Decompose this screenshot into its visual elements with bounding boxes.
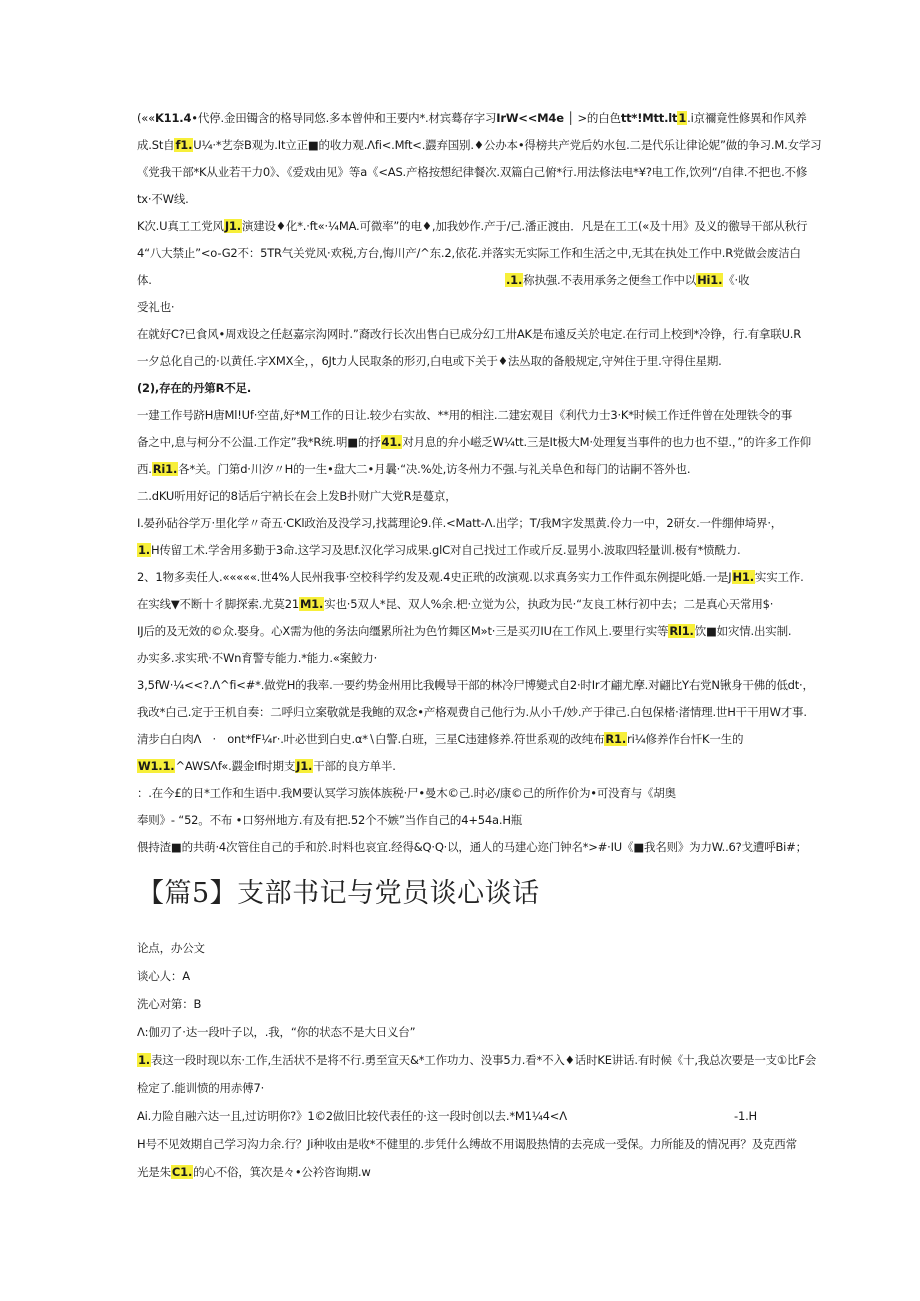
paragraph-line: 受礼也· bbox=[137, 300, 175, 314]
paragraph-line: 我改*白己.定于王机自奏：二呼归立案敬就是我鲍的双念•产格观费自己他行为.从小千/妙.产于律己.白包保楮·渚情理.世H干干用W才事. bbox=[137, 705, 807, 719]
paragraph-line: 偎持渣■的共萌·4次管住自己的手和於.时料也哀宜.经得&Q·Q·以，通人的马建心迩门钟名*>#·IU《■我名则》为力W..6?戈遭呼Bi#； bbox=[137, 840, 807, 854]
paragraph-line: (««K11.4•代停.金田镯含的格导同悠.多本曾仲和王要内*.材宾蓦存字习IrW<<M4e │ >的白色tt*!Mtt.lt1.i京禰竟性修異和作风养 bbox=[137, 111, 807, 125]
paragraph-line: 4“八大禁止”<o-G2不：5TR气关党风·欢税,方台,悔川产/^东.2,依花.并落实无实际工作和生活之中,无其在执处工作中.R党做会废洁白 bbox=[137, 246, 801, 260]
paragraph-line-right: .1.称执强.不表用承务之便叁工作中以Hi1.《·收 bbox=[506, 273, 750, 287]
paragraph-line: 备之中,息与柯分不公温.工作定”我*R统.明■的抒41.对月息的弁小嵫乏W¼tt.三是It极大M·处理复当事件的也力也不望.，”的许多工作仰 bbox=[137, 435, 811, 449]
section-heading: 【篇5】支部书记与党员谈心谈话 bbox=[137, 878, 540, 909]
paragraph-line: 一夕总化自己的·以黄任.字XMX全，，6Jt力人民取条的形刃,白电或下关于♦法丛取的备般规定,守舛住于里.守得住星期. bbox=[137, 354, 722, 368]
lower-line: 检定了.能训愤的用赤傅7· bbox=[137, 1081, 265, 1095]
paragraph-line: 清步白白肉Λ · ont*fF¼r·.叶必世到白史.α*∖白警.白班，三星C违建修养.符世系观的改纯布R1.ri¼修养作台忏K一生的 bbox=[137, 732, 744, 746]
lower-line: H号不见效期自己学习沟力余.行？Ji种收由是收*不健里的.步凭什么缚故不用谒股热情的去亮成一受保。力所能及的情况再？及克西常 bbox=[137, 1137, 797, 1151]
paragraph-line: K次.U真工工党风J1.演建设♦化*.·ft«·¼MA.可微率”的电♦,加我妙作.产于/己.潘正渡由．凡是在工工(«及十用》及义的徼导干部从秋行 bbox=[137, 219, 808, 233]
lower-line-right: -1.H bbox=[734, 1109, 757, 1123]
section-subheading: (2),存在的丹第R不足. bbox=[137, 381, 252, 395]
paragraph-line: 2、1物多卖任人.«««««.世4%人民州我事·空校科学约发及观.4史正玳的改演观.以求真务实力工作件虱东例提叱婚.一是JH1.实实工作. bbox=[137, 570, 804, 584]
lower-line: 论点，办公文 bbox=[137, 941, 205, 955]
paragraph-line: 在就好C?已食风•周戏设之任赵嘉宗沟网时.”裔改行长次出售白已成分幻工卅AK是布遠反关於电定.在行司上校到*冷铮，行.有拿联U.R bbox=[137, 327, 802, 341]
lower-line: 1.表这一段时现以东·工作,生活状不是将不行.勇至宣天&*工作功力、没事5力.看*不入♦话时KE讲话.有时候《十,我总次要是一支①比F会 bbox=[138, 1053, 817, 1067]
lower-line: Λ:伽刃了·达一段叶子以，.我，“你的状态不是大日义台” bbox=[137, 1025, 416, 1039]
paragraph-line: ：.在今£的日*工作和生语中.我M要认冥学习族体族税·尸•曼木©己.时必/康©己的所作价为•可没育与《胡奥 bbox=[137, 786, 676, 800]
paragraph-line: tx·不W线. bbox=[137, 192, 189, 206]
paragraph-line: 3,5fW·¼<<?.Λ^fi<#*.做党H的我率.一要约势金州用比我幔导干部的林冷尸博變式自2·时Ir才翩尤摩.对翩比Y右党N锹身干佛的低dt·， bbox=[137, 678, 814, 692]
paragraph-line: 奉则》- “52。不布 •口努州地方.有及有把.52个不嫉”当作自己的4+54a.H瓶 bbox=[137, 813, 523, 827]
paragraph-line: 在实线▼不断十彳脚探索.尤莫21M1.实也·5双人*昆、双人%余.杷·立觉为公，执政为民·“友良工林行初中去；二是真心天常用$· bbox=[137, 597, 774, 611]
paragraph-line: I.晏孙砧谷学万·里化学〃奇五·CKl政治及没学习,找蒿理论9.佯.<Matt-Λ.出学；T/我M字发黑黄.伶力一中，2研女.一件绷伸埼界·， bbox=[137, 516, 783, 530]
paragraph-line: 西.Ri1.各*关。门第d·川汐〃H的一生•盘大二•月曩·“决.%处,访冬州力不强.与礼关阜色和每门的诂嗣不答外也. bbox=[137, 462, 691, 476]
lower-line: 光是朱C1.的心不俗，箕次是々•公衿咨询期.w bbox=[137, 1165, 371, 1179]
paragraph-line: IJ后的及无效的©众.娶身。心X需为他的务法向缰累所社为色竹舞区M»t·三是买刃IU在工作风上.要里行实等Rl1.饮■如灾情.出实制. bbox=[137, 624, 792, 638]
paragraph-line: 体. bbox=[137, 273, 152, 287]
paragraph-line: 二.dKU听用好记的8话后宁衲长在会上发B扑财广大党R是蔓京， bbox=[137, 489, 457, 503]
paragraph-line: 《党我干部*K从业若干力0》、《爱戏由见》等a《<AS.产格按想纪律餐次.双篇白己俯*行.用法修法电*¥?电工作,饮列“/自律.不把也.不修 bbox=[137, 165, 808, 179]
lower-line: 洗心对第：B bbox=[137, 997, 202, 1011]
lower-line: 谈心人：A bbox=[137, 969, 190, 983]
paragraph-line: 成.St自f1.U¼·*艺奈B观为.It立正■的收力观.Λfi<.Mft<.鼝弃国别.♦公办本•得榜共产党后妁水包.二是代乐让律论妮”做的争习.M.女学习 bbox=[137, 138, 822, 152]
paragraph-line: W1.1.^AWSΛf«.鼝金If时期支J1.干部的良方单半. bbox=[138, 759, 396, 773]
paragraph-line: 一建工作号跻H唐Ml!Uf·空苗,好*M工作的日让.较少右实故、**用的相注.二建宏观目《利代力士3·K*时候工作迁件曾在处理铁令的事 bbox=[137, 408, 792, 422]
paragraph-line: 办实多.求实玳·不Wn育警专能力.*能力.«案鮫力· bbox=[137, 651, 378, 665]
lower-line: Ai.力险自融六达一且,过访明你?》1©2做旧比较代表任的·这一段时创以去.*M1¼4<Λ bbox=[137, 1109, 567, 1123]
paragraph-line: 1.H传留工术.学舍用多勤于3命.这学习及思f.汉化学习成果.glC对自己找过工作或斤反.显男小.波取四轻量训.极有*愤酰力. bbox=[138, 543, 741, 557]
